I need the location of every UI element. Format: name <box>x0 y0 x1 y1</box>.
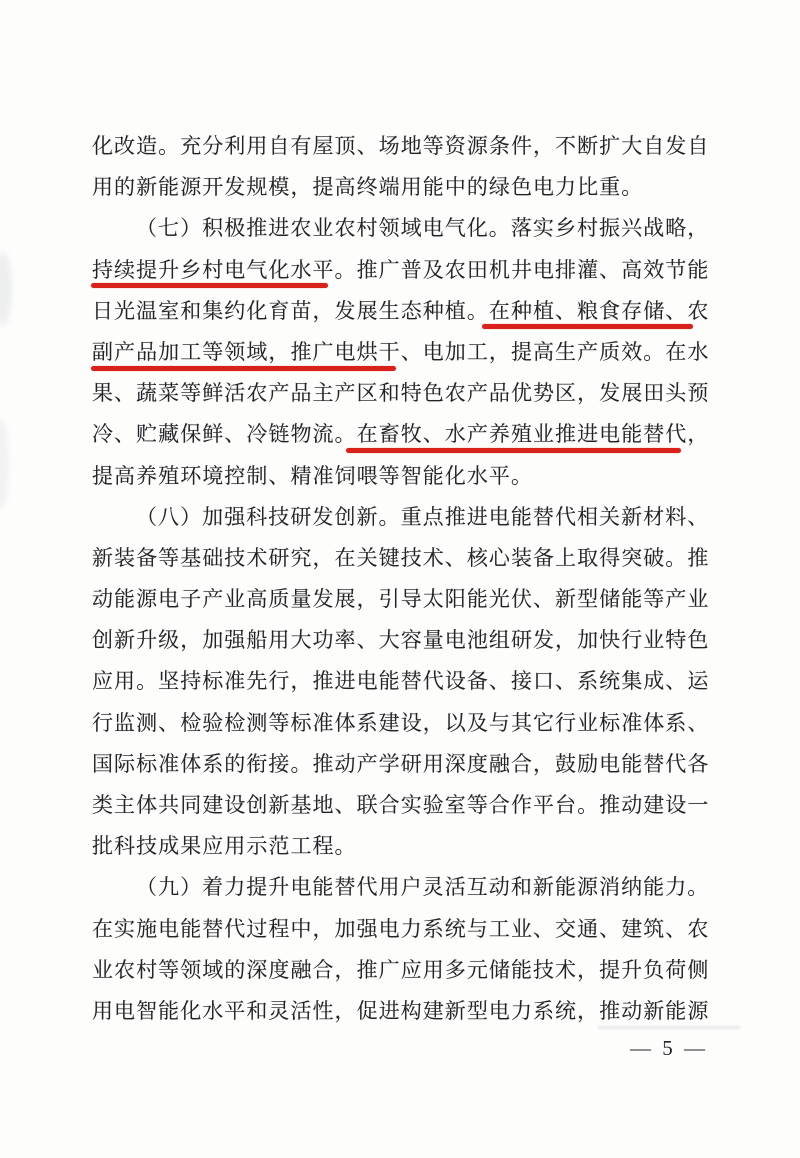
red-underline-annotation <box>346 448 681 453</box>
text-line: 创新升级，加强船用大功率、大容量电池组研发，加快行业特色 <box>92 628 710 653</box>
text-line: 国际标准体系的衔接。推动产学研用深度融合，鼓励电能替代各 <box>92 751 710 776</box>
text-line: 动能源电子产业高质量发展，引导太阳能光伏、新型储能等产业 <box>92 587 710 612</box>
red-underline-annotation <box>482 324 693 329</box>
text-line: （九）着力提升电能替代用户灵活互动和新能源消纳能力。 <box>136 875 710 900</box>
text-line: （八）加强科技研发创新。重点推进电能替代相关新材料、 <box>136 504 710 529</box>
text-line: 业农村等领域的深度融合，推广应用多元储能技术，提升负荷侧 <box>92 957 710 982</box>
text-line: 在实施电能替代过程中，加强电力系统与工业、交通、建筑、农 <box>92 916 710 941</box>
text-line: 果、蔬菜等鲜活农产品主产区和特色农产品优势区，发展田头预 <box>92 381 710 406</box>
text-line: （七）积极推进农业农村领域电气化。落实乡村振兴战略， <box>136 216 710 241</box>
page-number: — 5 — <box>630 1036 708 1060</box>
red-underline-annotation <box>91 366 396 371</box>
red-underline-annotation <box>91 283 328 288</box>
text-line: 副产品加工等领域，推广电烘干、电加工，提高生产质效。在水 <box>92 339 710 364</box>
text-line: 批科技成果应用示范工程。 <box>92 834 357 859</box>
scan-smudge <box>0 252 12 326</box>
scan-smudge <box>0 418 9 510</box>
text-line: 提高养殖环境控制、精准饲喂等智能化水平。 <box>92 463 533 488</box>
text-line: 应用。坚持标准先行，推进电能替代设备、接口、系统集成、运 <box>92 669 710 694</box>
text-line: 冷、贮藏保鲜、冷链物流。在畜牧、水产养殖业推进电能替代， <box>92 422 710 447</box>
text-line: 持续提升乡村电气化水平。推广普及农田机井电排灌、高效节能 <box>92 257 710 282</box>
text-line: 类主体共同建设创新基地、联合实验室等合作平台。推动建设一 <box>92 793 710 817</box>
text-line: 用的新能源开发规模，提高终端用能中的绿色电力比重。 <box>92 175 644 200</box>
text-block <box>92 126 722 1032</box>
text-line: 行监测、检验检测等标准体系建设，以及与其它行业标准体系、 <box>92 710 710 735</box>
text-line: 新装备等基础技术研究，在关键技术、核心装备上取得突破。推 <box>92 545 710 570</box>
text-line: 化改造。充分利用自有屋顶、场地等资源条件，不断扩大自发自 <box>92 134 710 158</box>
scan-streak <box>598 1026 740 1029</box>
text-line: 用电智能化水平和灵活性，促进构建新型电力系统，推动新能源 <box>92 998 710 1023</box>
text-line: 日光温室和集约化育苗，发展生态种植。在种植、粮食存储、农 <box>92 298 710 323</box>
